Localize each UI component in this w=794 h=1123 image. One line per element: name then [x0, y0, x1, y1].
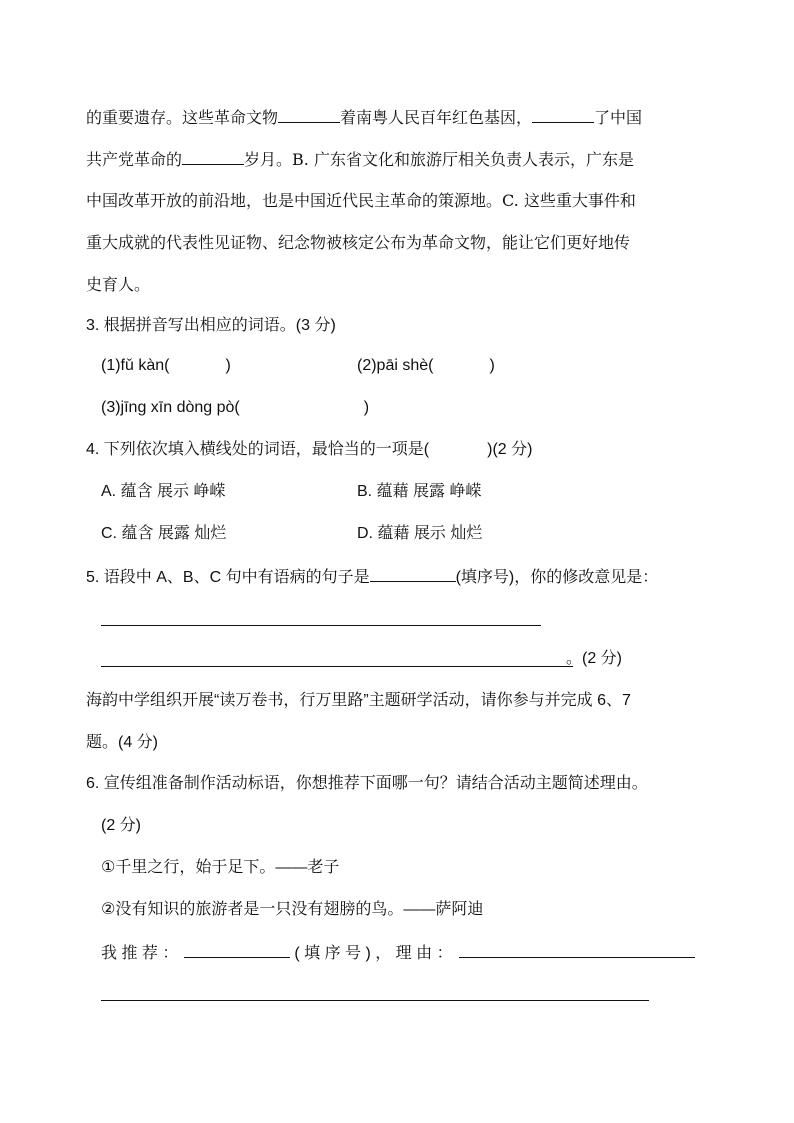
- passage-line-1: [86, 106, 642, 129]
- activity-intro-line-1: 海韵中学组织开展“读万卷书，行万里路”主题研学活动，请你参与并完成 6、7: [86, 692, 631, 709]
- q4-option-b[interactable]: B. 蕴藉 展露 峥嵘: [357, 483, 482, 500]
- q5-answer-line-1[interactable]: [101, 625, 541, 626]
- activity-intro-line-2: 题。(4 分): [86, 734, 159, 751]
- q3-stem: 3. 根据拼音写出相应的词语。(3 分): [86, 317, 336, 334]
- answer-blank[interactable]: [278, 106, 340, 123]
- q6-option-2: ②没有知识的旅游者是一只没有翅膀的鸟。——萨阿迪: [101, 901, 484, 918]
- q6-recommend-label: 我 推 荐 ：: [101, 945, 179, 962]
- q5-stem: [86, 565, 658, 589]
- q6-reason-line-2[interactable]: [101, 1000, 649, 1001]
- q6-reason-blank[interactable]: [459, 941, 695, 958]
- q5-stem-text: 5. 语段中 A、B、C 句中有语病的句子是: [86, 569, 370, 586]
- q3-item-1-close: ): [225, 357, 231, 374]
- q3-item-2: [357, 355, 495, 377]
- q6-option-1: ①千里之行，始于足下。——老子: [101, 859, 340, 876]
- q6-score: (2 分): [101, 817, 142, 834]
- q6-recommend-line: [101, 941, 695, 965]
- answer-blank[interactable]: [182, 148, 244, 165]
- q4-stem-text: 4. 下列依次填入横线处的词语，最恰当的一项是(: [86, 441, 430, 458]
- q5-answer-line-2[interactable]: [101, 666, 573, 667]
- q3-item-2-close: ): [489, 357, 495, 374]
- q3-item-3-prompt: (3)jīng xīn dòng pò(: [101, 399, 240, 416]
- q4-option-c[interactable]: C. 蕴含 展露 灿烂: [101, 525, 227, 542]
- q6-reason-label: ( 填 序 号 ) ， 理 由 ：: [294, 945, 453, 962]
- passage-text: 共产党革命的: [86, 150, 183, 169]
- q4-option-a[interactable]: A. 蕴含 展示 峥嵘: [101, 483, 226, 500]
- q3-item-2-prompt: (2)pāi shè(: [357, 357, 434, 374]
- passage-text: 着南粤人民百年红色基因，: [340, 108, 533, 127]
- q3-item-3: [101, 397, 369, 419]
- q3-item-1-prompt: (1)fǔ kàn(: [101, 357, 170, 374]
- q3-item-1: [101, 355, 231, 377]
- passage-text: 岁月。B. 广东省文化和旅游厅相关负责人表示，广东是: [244, 150, 634, 169]
- answer-blank[interactable]: [532, 106, 594, 123]
- passage-line-5: 史育人。: [86, 275, 151, 294]
- q6-stem: 6. 宣传组准备制作活动标语，你想推荐下面哪一句？请结合活动主题简述理由。: [86, 775, 648, 792]
- passage-line-4: 重大成就的代表性见证物、纪念物被核定公布为革命文物，能让它们更好地传: [86, 233, 631, 252]
- q4-option-d[interactable]: D. 蕴藉 展示 灿烂: [357, 525, 483, 542]
- passage-text: 了中国: [594, 108, 643, 127]
- q6-number-blank[interactable]: [184, 941, 290, 958]
- q5-score: 。(2 分): [566, 650, 623, 667]
- passage-text: 的重要遗存。这些革命文物: [86, 108, 279, 127]
- q5-stem-text-2: (填序号)，你的修改意见是：: [455, 569, 659, 586]
- passage-line-2: [86, 148, 634, 171]
- q4-score: )(2 分): [487, 441, 533, 458]
- q5-sentence-blank[interactable]: [370, 565, 456, 582]
- q4-stem: [86, 439, 532, 461]
- q3-item-3-close: ): [363, 399, 370, 416]
- passage-line-3: 中国改革开放的前沿地，也是中国近代民主革命的策源地。C. 这些重大事件和: [86, 191, 636, 210]
